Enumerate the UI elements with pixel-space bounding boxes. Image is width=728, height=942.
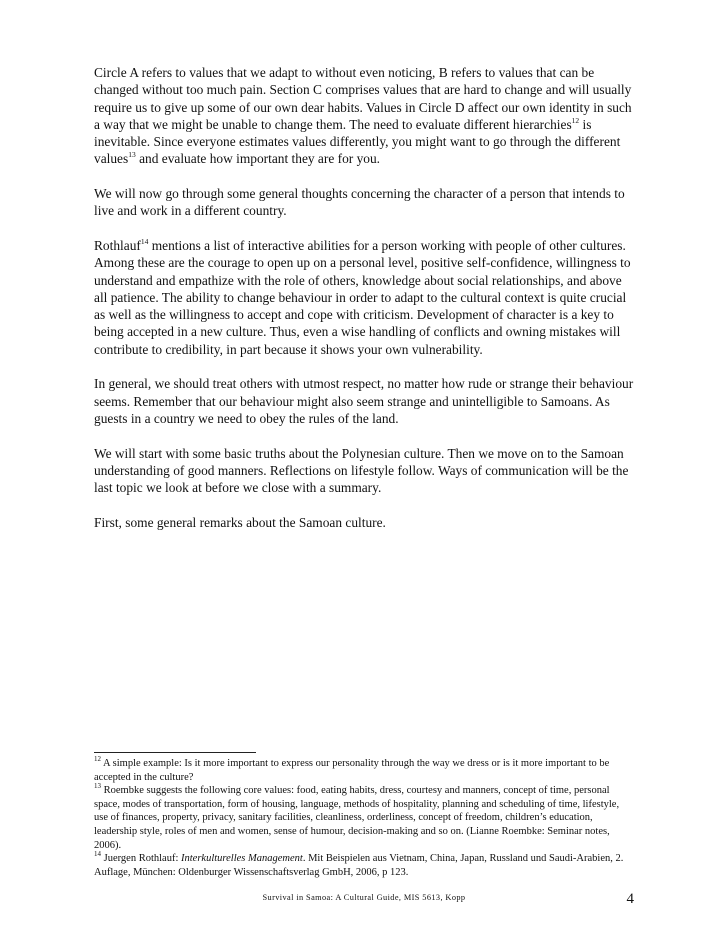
paragraph-text: In general, we should treat others with utmost respect, no matter how rude or strange their behaviour seems. Remember that our behaviour might also seem strange and unintelligible to Samoans. As guests in a country we need to obey the rules of the land. bbox=[94, 376, 634, 426]
body-paragraph bbox=[94, 64, 634, 168]
body-paragraph bbox=[94, 514, 634, 531]
footnote-ref-14[interactable]: 14 bbox=[140, 236, 149, 246]
paragraph-text: and evaluate how important they are for you. bbox=[135, 151, 381, 167]
page-footer bbox=[94, 891, 634, 911]
footnote-text: A simple example: Is it more important to express our personality through the way we dress or is it more important to be accepted in the culture? bbox=[94, 758, 610, 783]
footnote-number: 13 bbox=[94, 782, 101, 791]
footnote-13 bbox=[94, 784, 634, 852]
footnote-text: Roembke suggests the following core values: food, eating habits, dress, courtesy and manners, concept of time, personal space, modes of transportation, form of housing, language, methods of hospitality, planning and scheduling of time, lifestyle, use of finances, property, privacy, sanitary facilities, cleanliness, orderliness, concept of freedom, children’s education, leadership style, roles of men and women, sense of humour, decision-making and so on. (Lianne Roembke: Seminar notes, 2006). bbox=[94, 785, 620, 851]
paragraph-text: mentions a list of interactive abilities for a person working with people of other cultures. Among these are the courage to open up on a personal level, positive self-confidence, willingness to understand and empathize with the role of others, knowledge about social relationships, and above all patience. The ability to change behaviour in order to adapt to the cultural context is quite crucial as well as the willingness to accept and cope with criticism. Development of character is a key to being accepted in a new culture. Thus, even a wise handling of conflicts and owning mistakes will contribute to credibility, in part because it shows your own vulnerability. bbox=[94, 237, 631, 357]
footnote-text: . Mit Beispielen aus Vietnam, China, Japan, Russland und Saudi-Arabien, 2. Auflage, München: Oldenburger Wissenschaftsverlag GmbH, 2006, p 123. bbox=[94, 853, 624, 878]
body-paragraph bbox=[94, 185, 634, 220]
paragraph-text: is inevitable. Since everyone estimates values differently, you might want to go through the different values bbox=[94, 116, 621, 167]
paragraph-text: Rothlauf bbox=[94, 237, 141, 253]
body-paragraph bbox=[94, 237, 634, 358]
footnote-ref-12[interactable]: 12 bbox=[571, 115, 580, 125]
footnote-14 bbox=[94, 852, 634, 879]
page-body bbox=[94, 64, 634, 548]
body-paragraph bbox=[94, 445, 634, 497]
footnote-separator bbox=[94, 752, 256, 753]
paragraph-text: Circle A refers to values that we adapt to without even noticing, B refers to values that can be changed without too much pain. Section C comprises values that are hard to change and will usually require us to give up some of our own dear habits. Values in Circle D affect our own identity in such a way that we might be unable to change them. The need to evaluate different hierarchies bbox=[94, 65, 632, 132]
footnote-number: 12 bbox=[94, 755, 101, 763]
paragraph-text: First, some general remarks about the Samoan culture. bbox=[94, 514, 386, 530]
footnote-number: 14 bbox=[94, 850, 101, 859]
footnotes-section bbox=[94, 752, 634, 879]
page-number: 4 bbox=[626, 891, 634, 907]
book-title: Interkulturelles Management bbox=[181, 853, 303, 865]
paragraph-text: We will now go through some general thoughts concerning the character of a person that intends to live and work in a different country. bbox=[94, 186, 625, 219]
footnote-12 bbox=[94, 757, 634, 784]
footnote-ref-13[interactable]: 13 bbox=[128, 150, 136, 160]
footer-title: Survival in Samoa: A Cultural Guide, MIS 5613, Kopp bbox=[262, 893, 466, 902]
body-paragraph bbox=[94, 375, 634, 427]
paragraph-text: We will start with some basic truths about the Polynesian culture. Then we move on to the Samoan understanding of good manners. Reflections on lifestyle follow. Ways of communication will be the last topic we look at before we close with a summary. bbox=[94, 445, 629, 496]
footnote-text: Juergen Rothlauf: bbox=[101, 853, 182, 865]
